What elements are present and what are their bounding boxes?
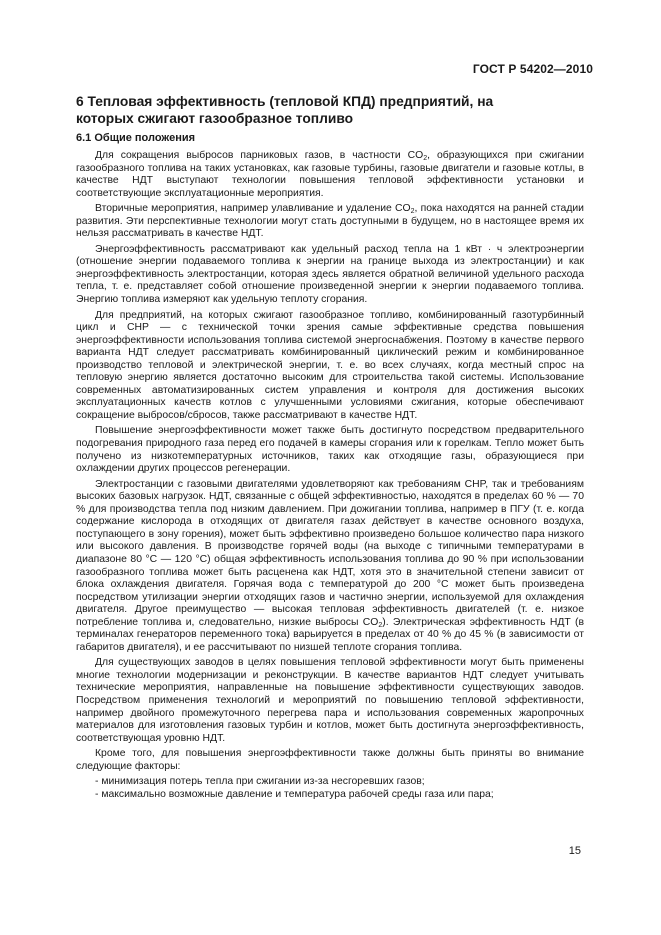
paragraph: Вторичные мероприятия, например улавливание и удаление $CO_2$, пока находятся на ранней стадии развития. Эти перспективные технологии могут стать доступными в будущем, но в настоящее время их нельзя рассматривать в качестве НДТ. [76, 203, 584, 240]
body-text [76, 150, 584, 801]
paragraph: Для существующих заводов в целях повышения тепловой эффективности могут быть применены многие технологии модернизации и реконструкции. В качестве вариантов НДТ следует учитывать технические мероприятия, направленные на повышение эффективности существующих заводов. Посредством применения технологий и мероприятий по повышению тепловой эффективности, например двойного промежуточного перегрева пара и использования современных жаропрочных материалов для изготовления газовых турбин и котлов, может быть достигнута энергоэффективность, соответствующая уровню НДТ. [76, 657, 584, 744]
paragraph: Для сокращения выбросов парниковых газов, в частности $CO_2$, образующихся при сжигании газообразного топлива на таких установках, как газовые турбины, газовые двигатели и газовые котлы, в качестве НДТ выступают технологии повышения тепловой эффективности установки и соответствующие эксплуатационные мероприятия. [76, 150, 584, 199]
list-item: - минимизация потерь тепла при сжигании из-за несгоревших газов; [95, 776, 425, 788]
subsection-title: 6.1 Общие положения [76, 132, 196, 144]
paragraph: Энергоэффективность рассматривают как удельный расход тепла на 1 кВт · ч электроэнергии (отношение энергии подаваемого топлива к энергии на границе выхода из электростанции) и как энергоэффективность электростанции, которая здесь является обратной величиной удельного расхода тепла, т. е. представляет собой отношение произведенной энергии к энергии подаваемого топлива. Энергию топлива измеряют как удельную теплоту сгорания. [76, 243, 584, 306]
paragraph: Для предприятий, на которых сжигают газообразное топливо, комбинированный газотурбинный цикл и CHP — с технической точки зрения самые эффективные средства повышения энергоэффективности использования топлива системой энергоснабжения. Поэтому в качестве первого варианта НДТ следует рассматривать комбинированный циклический режим и комбинированное производство тепловой и электрической энергии, т. е. во всех случаях, когда местный спрос на тепловую энергию является достаточно высоким для строительства такой системы. Использование современных автоматизированных систем управления и контроля для достижения высоких эксплуатационных качеств котлов с улучшенными условиями сжигания, которые обеспечивают сокращение выбросов/сбросов, также рассматривают в качестве НДТ. [76, 309, 584, 421]
list-item: - максимально возможные давление и температура рабочей среды газа или пара; [95, 788, 494, 800]
document-code: ГОСТ Р 54202—2010 [472, 62, 593, 76]
page-number: 15 [568, 845, 581, 857]
section-title: 6 Тепловая эффективность (тепловой КПД) предприятий, на которых сжигают газообразное топливо [76, 94, 494, 126]
paragraph: Электростанции с газовыми двигателями удовлетворяют как требованиям CHP, так и требованиям высоких базовых нагрузок. НДТ, связанные с общей эффективностью, находятся в пределах 60 % — 70 % для производства тепла под низким давлением. При дожигании топлива, например в ПГУ (т. е. когда содержание кислорода в отходящих от двигателя газах действует в качестве основного воздуха, поступающего в зону горения), может быть эффективно произведено большое количество пара низкого или высокого давления. В производстве горячей воды (на выходе с типичными температурами в диапазоне 80 °C — 120 °C) общая эффективность использования топлива до 90 % при использовании газообразного топлива может быть расценена как НДТ, хотя это в значительной степени зависит от блока охлаждения двигателя. Горячая вода с температурой до 200 °C может быть произведена посредством утилизации энергии отходящих газов и частично энергии, используемой для охлаждения двигателя. Другое преимущество — высокая тепловая эффективность двигателей (т. е. низкое потребление топлива и, следовательно, низкие выбросы $CO_2$). Электрическая эффективность НДТ (в терминалах генераторов переменного тока) варьируется в пределах от 40 % до 45 % (в зависимости от габаритов двигателя), и ее рассчитывают по низшей теплоте сгорания топлива. [76, 478, 585, 653]
paragraph: Кроме того, для повышения энергоэффективности также должны быть приняты во внимание следующие факторы: [76, 748, 584, 772]
paragraph: Повышение энергоэффективности может также быть достигнуто посредством предварительного подогревания природного газа перед его подачей в камеры сгорания или к горелкам. Тепло может быть получено из низкотемпературных источников, таких как отходящие газы, образующиеся при охлаждении других процессов регенерации. [76, 425, 584, 475]
